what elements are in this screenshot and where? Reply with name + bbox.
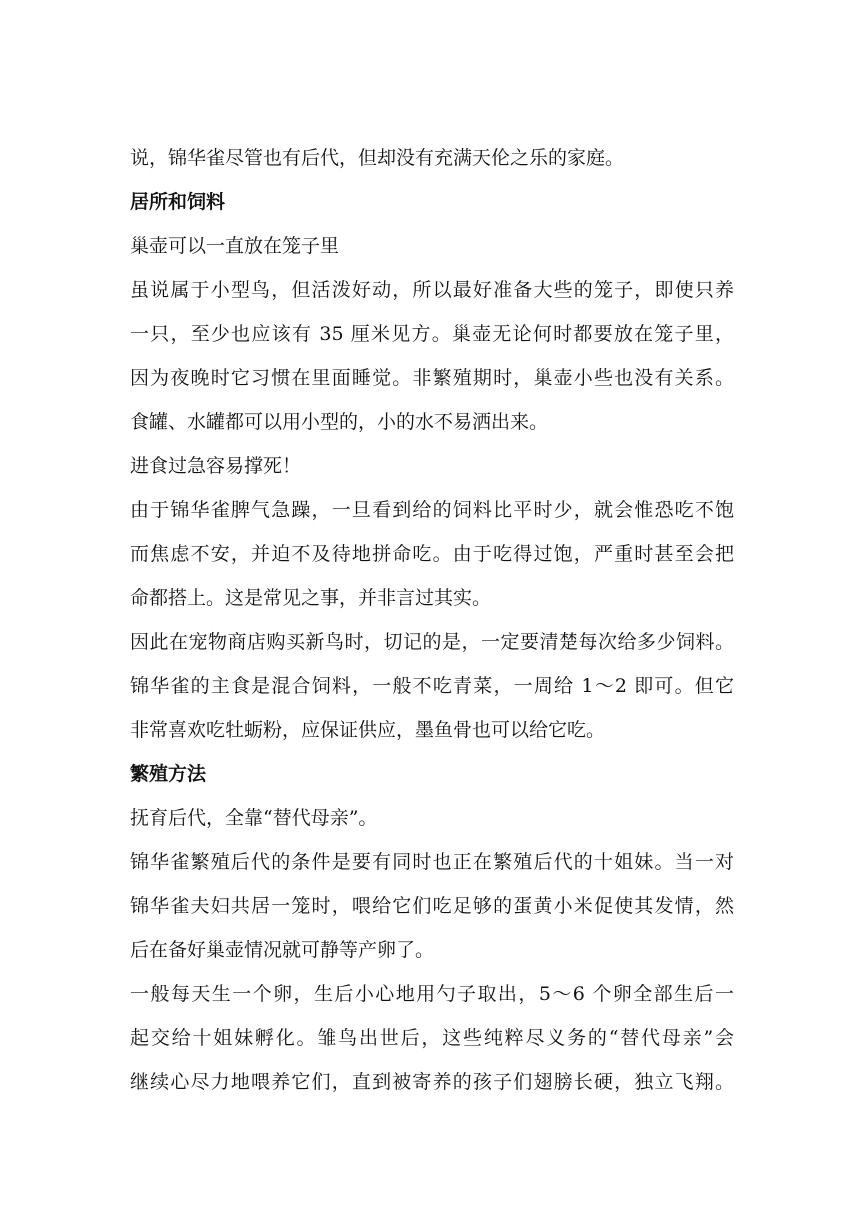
paragraph-line: 起交给十姐妹孵化。雏鸟出世后，这些纯粹尽义务的“替代母亲”会 bbox=[130, 1027, 734, 1049]
paragraph-line: 命都搭上。这是常见之事，并非言过其实。 bbox=[130, 587, 492, 609]
paragraph-line: 由于锦华雀脾气急躁，一旦看到给的饲料比平时少，就会惟恐吃不饱 bbox=[130, 499, 734, 521]
paragraph-line: 虽说属于小型鸟，但活泼好动，所以最好准备大些的笼子，即使只养 bbox=[130, 279, 734, 301]
paragraph-line: 后在备好巢壶情况就可静等产卵了。 bbox=[130, 939, 435, 961]
section-heading-breeding: 繁殖方法 bbox=[130, 763, 207, 785]
paragraph-line: 因此在宠物商店购买新鸟时，切记的是，一定要清楚每次给多少饲料。 bbox=[130, 631, 734, 653]
paragraph-line: 非常喜欢吃牡蛎粉，应保证供应，墨鱼骨也可以给它吃。 bbox=[130, 719, 606, 741]
paragraph-line: 锦华雀的主食是混合饲料，一般不吃青菜，一周给 1～2 即可。但它 bbox=[130, 675, 734, 697]
paragraph-line: 一般每天生一个卵，生后小心地用勺子取出，5～6 个卵全部生后一 bbox=[130, 983, 734, 1005]
paragraph-line: 锦华雀繁殖后代的条件是要有同时也正在繁殖后代的十姐妹。当一对 bbox=[130, 851, 734, 873]
paragraph-line: 而焦虑不安，并迫不及待地拼命吃。由于吃得过饱，严重时甚至会把 bbox=[130, 543, 734, 565]
section-heading-housing-feed: 居所和饲料 bbox=[130, 191, 226, 213]
paragraph-line: 说，锦华雀尽管也有后代，但却没有充满天伦之乐的家庭。 bbox=[130, 147, 625, 169]
subheading-nest-pot: 巢壶可以一直放在笼子里 bbox=[130, 235, 340, 257]
paragraph-line: 继续心尽力地喂养它们，直到被寄养的孩子们翅膀长硬，独立飞翔。 bbox=[130, 1071, 734, 1093]
subheading-foster-mother: 抚育后代，全靠“替代母亲”。 bbox=[130, 807, 378, 829]
subheading-overeating: 进食过急容易撑死！ bbox=[130, 455, 302, 477]
paragraph-line: 锦华雀夫妇共居一笼时，喂给它们吃足够的蛋黄小米促使其发情，然 bbox=[130, 895, 734, 917]
paragraph-line: 因为夜晚时它习惯在里面睡觉。非繁殖期时，巢壶小些也没有关系。 bbox=[130, 367, 734, 389]
document-page bbox=[130, 136, 734, 1104]
paragraph-line: 一只，至少也应该有 35 厘米见方。巢壶无论何时都要放在笼子里， bbox=[130, 323, 734, 345]
paragraph-line: 食罐、水罐都可以用小型的，小的水不易洒出来。 bbox=[130, 411, 549, 433]
